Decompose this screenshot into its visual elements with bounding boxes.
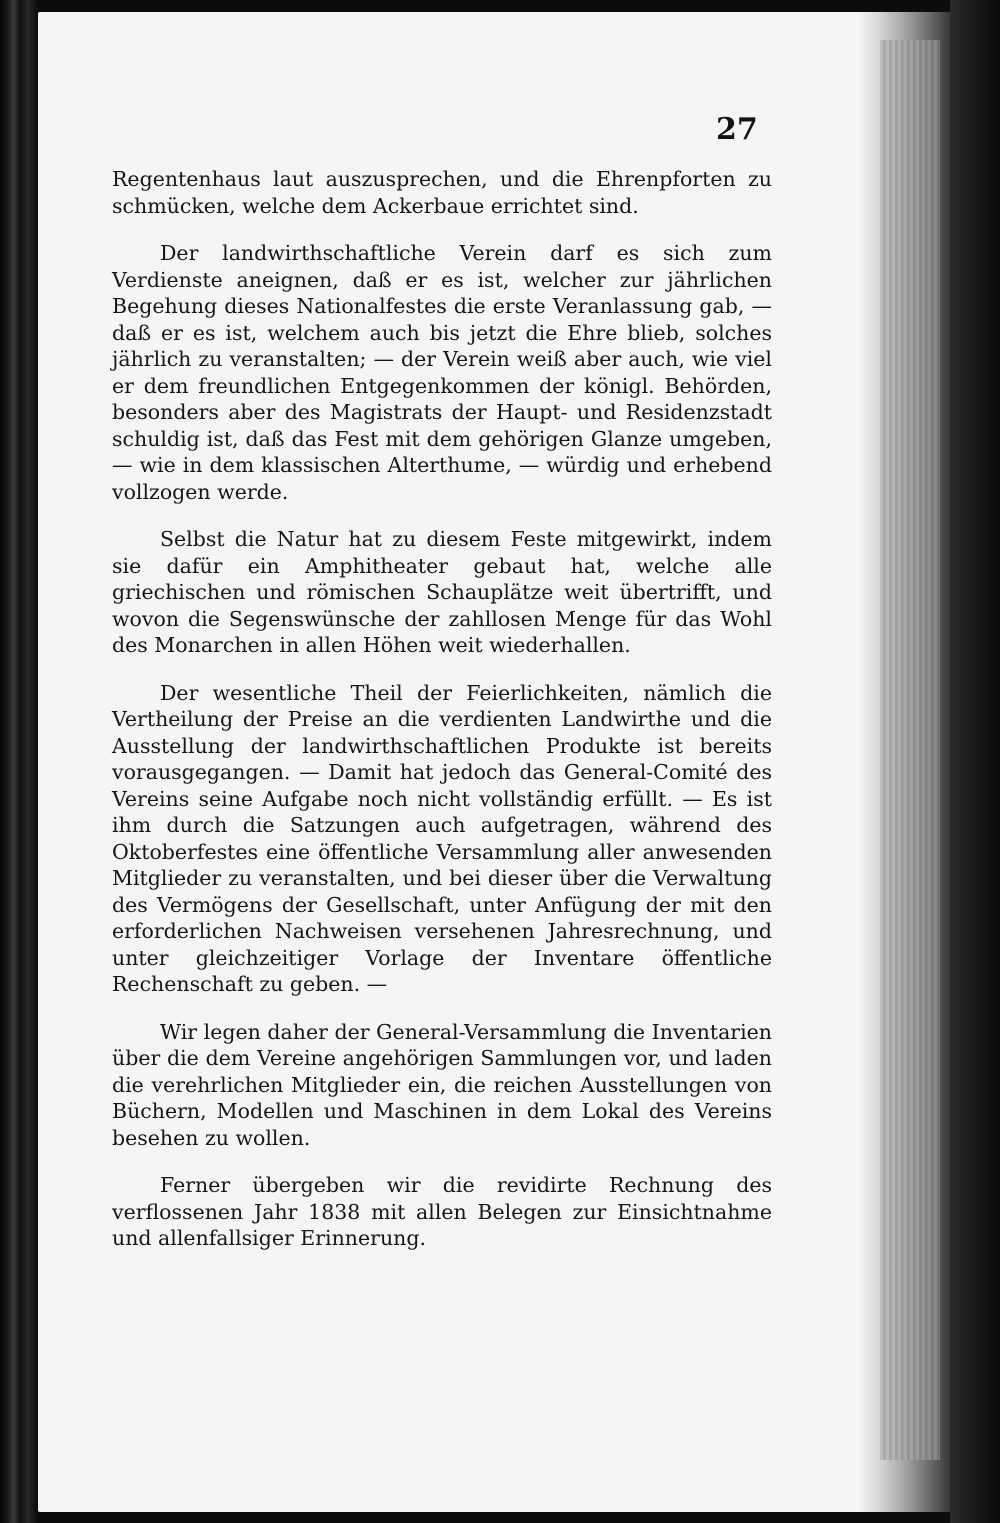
paragraph: Ferner übergeben wir die revidirte Rechnung des verflossenen Jahr 1838 mit allen Belegen zur Einsichtnahme und allenfallsiger Erinnerung. xyxy=(112,1173,772,1250)
paragraph: Der landwirthschaftliche Verein darf es sich zum Verdienste aneignen, daß er es ist, welcher zur jährlichen Begehung dieses Nationalfestes die erste Veranlassung gab, — daß er es ist, welchem auch bis jetzt die Ehre blieb, solches jährlich zu veranstalten; — der Verein weiß aber auch, wie viel er dem freundlichen Entgegenkommen der königl. Behörden, besonders aber des Magistrats der Haupt- und Residenzstadt schuldig ist, daß das Fest mit dem gehörigen Glanze umgeben, — wie in dem klassischen Alterthume, — würdig und erhebend vollzogen werde. xyxy=(112,241,772,504)
paragraph: Wir legen daher der General-Versammlung die Inventarien über die dem Vereine angehörigen Sammlungen vor, und laden die verehrlichen Mitglieder ein, die reichen Ausstellungen von Büchern, Modellen und Maschinen in dem Lokal des Vereins besehen zu wollen. xyxy=(112,1019,772,1150)
paragraph: Selbst die Natur hat zu diesem Feste mitgewirkt, indem sie dafür ein Amphitheater gebaut hat, welche alle griechischen und römischen Schauplätze weit übertrifft, und wovon die Segenswünsche der zahllosen Menge für das Wohl des Monarchen in allen Höhen weit wiederhallen. xyxy=(112,527,772,657)
body-text xyxy=(112,166,772,1252)
page-stack-edges xyxy=(880,40,940,1460)
book-cover-edge xyxy=(950,0,1000,1523)
paragraph: Der wesentliche Theil der Feierlichkeiten, nämlich die Vertheilung der Preise an die verdienten Landwirthe und die Ausstellung der landwirthschaftlichen Produkte ist bereits vorausgegangen. — Damit hat jedoch das General-Comité des Vereins seine Aufgabe noch nicht vollständig erfüllt. — Es ist ihm durch die Satzungen auch aufgetragen, während des Oktoberfestes eine öffentliche Versammlung aller anwesenden Mitglieder zu veranstalten, und bei dieser über die Verwaltung des Vermögens der Gesellschaft, unter Anfügung der mit den erforderlichen Nachweisen versehenen Jahresrechnung, und unter gleichzeitiger Vorlage der Inventare öffentliche Rechenschaft zu geben. — xyxy=(112,680,772,996)
paragraph: Regentenhaus laut auszusprechen, und die Ehrenpforten zu schmücken, welche dem Ackerbaue errichtet sind. xyxy=(112,167,772,218)
page-number: 27 xyxy=(716,112,758,147)
book-binding-edge xyxy=(0,0,38,1523)
